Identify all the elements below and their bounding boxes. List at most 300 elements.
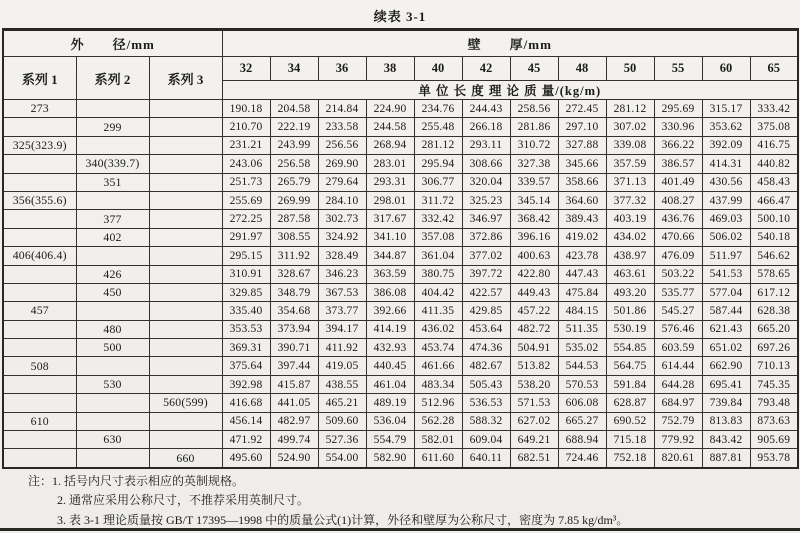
mass-value-cell: 576.46	[654, 320, 702, 338]
series-2-header: 系列 2	[76, 57, 149, 100]
table-row	[3, 320, 798, 338]
table-row	[3, 210, 798, 228]
series-2-cell	[76, 394, 149, 412]
mass-value-cell: 204.58	[270, 100, 318, 118]
mass-value-cell: 380.75	[414, 265, 462, 283]
mass-value-cell: 432.93	[366, 339, 414, 357]
mass-value-cell: 325.23	[462, 191, 510, 209]
mass-value-cell: 512.96	[414, 394, 462, 412]
mass-value-cell: 389.43	[558, 210, 606, 228]
mass-value-cell: 438.55	[318, 375, 366, 393]
mass-value-cell: 266.18	[462, 118, 510, 136]
mass-value-cell: 361.04	[414, 247, 462, 265]
table-row	[3, 136, 798, 154]
series-2-cell: 402	[76, 228, 149, 246]
mass-value-cell: 404.42	[414, 283, 462, 301]
mass-value-cell: 644.28	[654, 375, 702, 393]
mass-value-cell: 327.38	[510, 155, 558, 173]
series-3-cell	[149, 210, 222, 228]
mass-value-cell: 505.43	[462, 375, 510, 393]
mass-value-cell: 269.90	[318, 155, 366, 173]
mass-value-cell: 617.12	[750, 283, 798, 301]
thickness-col-header-55: 55	[654, 57, 702, 81]
thickness-col-header-38: 38	[366, 57, 414, 81]
mass-value-cell: 511.35	[558, 320, 606, 338]
mass-value-cell: 403.19	[606, 210, 654, 228]
mass-value-cell: 243.99	[270, 136, 318, 154]
mass-value-cell: 231.21	[222, 136, 270, 154]
mass-value-cell: 367.53	[318, 283, 366, 301]
mass-value-cell: 251.73	[222, 173, 270, 191]
mass-value-cell: 320.04	[462, 173, 510, 191]
series-1-cell	[3, 265, 76, 283]
table-row	[3, 228, 798, 246]
series-3-cell	[149, 173, 222, 191]
table-row	[3, 191, 798, 209]
thickness-col-header-42: 42	[462, 57, 510, 81]
mass-value-cell: 283.01	[366, 155, 414, 173]
series-1-cell	[3, 394, 76, 412]
series-3-cell	[149, 265, 222, 283]
mass-value-cell: 489.19	[366, 394, 414, 412]
mass-value-cell: 436.76	[654, 210, 702, 228]
mass-value-cell: 475.84	[558, 283, 606, 301]
thickness-col-header-65: 65	[750, 57, 798, 81]
mass-value-cell: 457.22	[510, 302, 558, 320]
mass-value-cell: 368.42	[510, 210, 558, 228]
series-1-cell	[3, 375, 76, 393]
mass-value-cell: 582.01	[414, 431, 462, 449]
mass-value-cell: 484.15	[558, 302, 606, 320]
mass-value-cell: 344.87	[366, 247, 414, 265]
mass-value-cell: 233.58	[318, 118, 366, 136]
mass-value-cell: 509.60	[318, 412, 366, 430]
series-2-cell	[76, 357, 149, 375]
series-2-cell	[76, 302, 149, 320]
mass-value-cell: 628.38	[750, 302, 798, 320]
mass-value-cell: 495.60	[222, 449, 270, 468]
mass-value-cell: 255.69	[222, 191, 270, 209]
mass-value-cell: 293.11	[462, 136, 510, 154]
mass-value-cell: 430.56	[702, 173, 750, 191]
mass-value-cell: 315.17	[702, 100, 750, 118]
mass-value-cell: 415.87	[270, 375, 318, 393]
mass-value-cell: 434.02	[606, 228, 654, 246]
mass-value-cell: 416.75	[750, 136, 798, 154]
mass-value-cell: 538.20	[510, 375, 558, 393]
outer-diameter-header: 外 径/mm	[3, 30, 222, 57]
series-1-cell: 610	[3, 412, 76, 430]
mass-value-cell: 308.66	[462, 155, 510, 173]
mass-value-cell: 346.97	[462, 210, 510, 228]
mass-value-cell: 465.21	[318, 394, 366, 412]
series-2-cell: 426	[76, 265, 149, 283]
mass-value-cell: 310.91	[222, 265, 270, 283]
mass-value-cell: 545.27	[654, 302, 702, 320]
mass-value-cell: 357.59	[606, 155, 654, 173]
mass-value-cell: 397.72	[462, 265, 510, 283]
series-2-cell: 480	[76, 320, 149, 338]
series-3-cell	[149, 339, 222, 357]
series-1-cell	[3, 173, 76, 191]
mass-value-cell: 422.57	[462, 283, 510, 301]
mass-value-cell: 324.92	[318, 228, 366, 246]
mass-value-cell: 256.58	[270, 155, 318, 173]
mass-value-cell: 440.82	[750, 155, 798, 173]
series-2-cell	[76, 247, 149, 265]
mass-value-cell: 419.02	[558, 228, 606, 246]
mass-value-cell: 371.13	[606, 173, 654, 191]
thickness-col-header-45: 45	[510, 57, 558, 81]
mass-value-cell: 591.84	[606, 375, 654, 393]
mass-value-cell: 422.80	[510, 265, 558, 283]
mass-value-cell: 369.31	[222, 339, 270, 357]
mass-value-cell: 306.77	[414, 173, 462, 191]
table-row	[3, 265, 798, 283]
mass-value-cell: 333.42	[750, 100, 798, 118]
table-row	[3, 247, 798, 265]
mass-value-cell: 377.02	[462, 247, 510, 265]
table-row	[3, 394, 798, 412]
mass-value-cell: 258.56	[510, 100, 558, 118]
mass-value-cell: 715.18	[606, 431, 654, 449]
mass-value-cell: 397.44	[270, 357, 318, 375]
mass-value-cell: 541.53	[702, 265, 750, 283]
series-1-cell	[3, 339, 76, 357]
mass-value-cell: 436.02	[414, 320, 462, 338]
mass-value-cell: 684.97	[654, 394, 702, 412]
header-row-groups	[3, 30, 798, 57]
mass-value-cell: 281.12	[414, 136, 462, 154]
mass-value-cell: 429.85	[462, 302, 510, 320]
mass-value-cell: 377.32	[606, 191, 654, 209]
table-body	[3, 100, 798, 468]
mass-value-cell: 603.59	[654, 339, 702, 357]
series-3-cell	[149, 118, 222, 136]
mass-value-cell: 438.97	[606, 247, 654, 265]
mass-value-cell: 456.14	[222, 412, 270, 430]
table-row	[3, 302, 798, 320]
mass-value-cell: 224.90	[366, 100, 414, 118]
mass-value-cell: 346.23	[318, 265, 366, 283]
mass-value-cell: 392.66	[366, 302, 414, 320]
mass-value-cell: 295.69	[654, 100, 702, 118]
mass-value-cell: 328.67	[270, 265, 318, 283]
table-row	[3, 449, 798, 468]
mass-value-cell: 779.92	[654, 431, 702, 449]
mass-value-cell: 752.18	[606, 449, 654, 468]
series-3-header: 系列 3	[149, 57, 222, 100]
mass-value-cell: 527.36	[318, 431, 366, 449]
series-1-cell	[3, 155, 76, 173]
mass-value-cell: 295.94	[414, 155, 462, 173]
mass-value-cell: 317.67	[366, 210, 414, 228]
mass-value-cell: 662.90	[702, 357, 750, 375]
mass-value-cell: 513.82	[510, 357, 558, 375]
mass-value-cell: 284.10	[318, 191, 366, 209]
table-row	[3, 339, 798, 357]
mass-value-cell: 536.53	[462, 394, 510, 412]
series-2-cell: 500	[76, 339, 149, 357]
series-1-cell: 273	[3, 100, 76, 118]
thickness-col-header-40: 40	[414, 57, 462, 81]
mass-value-cell: 341.10	[366, 228, 414, 246]
mass-value-cell: 339.08	[606, 136, 654, 154]
header-row-series-thickness	[3, 57, 798, 81]
series-1-cell: 356(355.6)	[3, 191, 76, 209]
series-1-cell	[3, 118, 76, 136]
mass-value-cell: 562.28	[414, 412, 462, 430]
mass-value-cell: 358.66	[558, 173, 606, 191]
mass-value-cell: 504.91	[510, 339, 558, 357]
mass-value-cell: 649.21	[510, 431, 558, 449]
thickness-col-header-36: 36	[318, 57, 366, 81]
mass-value-cell: 375.08	[750, 118, 798, 136]
mass-value-cell: 690.52	[606, 412, 654, 430]
mass-value-cell: 372.86	[462, 228, 510, 246]
mass-value-cell: 752.79	[654, 412, 702, 430]
mass-value-cell: 298.01	[366, 191, 414, 209]
mass-value-cell: 506.02	[702, 228, 750, 246]
series-2-cell	[76, 136, 149, 154]
mass-value-cell: 470.66	[654, 228, 702, 246]
series-1-cell	[3, 449, 76, 468]
series-1-cell	[3, 228, 76, 246]
mass-value-cell: 339.57	[510, 173, 558, 191]
mass-value-cell: 272.45	[558, 100, 606, 118]
series-1-cell: 508	[3, 357, 76, 375]
series-3-cell	[149, 228, 222, 246]
mass-value-cell: 279.64	[318, 173, 366, 191]
series-2-cell: 450	[76, 283, 149, 301]
series-2-cell	[76, 449, 149, 468]
mass-value-cell: 411.92	[318, 339, 366, 357]
mass-value-cell: 688.94	[558, 431, 606, 449]
mass-value-cell: 272.25	[222, 210, 270, 228]
mass-value-cell: 640.11	[462, 449, 510, 468]
mass-value-cell: 364.60	[558, 191, 606, 209]
mass-value-cell: 665.20	[750, 320, 798, 338]
series-2-cell: 340(339.7)	[76, 155, 149, 173]
mass-value-cell: 373.94	[270, 320, 318, 338]
mass-value-cell: 820.61	[654, 449, 702, 468]
mass-value-cell: 345.66	[558, 155, 606, 173]
mass-value-cell: 366.22	[654, 136, 702, 154]
footnote-line-2: 2. 通常应采用公称尺寸，不推荐采用英制尺寸。	[57, 493, 310, 508]
mass-value-cell: 449.43	[510, 283, 558, 301]
mass-value-cell: 651.02	[702, 339, 750, 357]
mass-value-cell: 348.79	[270, 283, 318, 301]
series-3-cell	[149, 431, 222, 449]
series-2-cell: 377	[76, 210, 149, 228]
mass-value-cell: 414.19	[366, 320, 414, 338]
thickness-col-header-50: 50	[606, 57, 654, 81]
mass-value-cell: 310.72	[510, 136, 558, 154]
unit-mass-label: 单 位 长 度 理 论 质 量/(kg/m)	[222, 81, 798, 100]
table-row	[3, 412, 798, 430]
mass-value-cell: 394.17	[318, 320, 366, 338]
mass-value-cell: 328.49	[318, 247, 366, 265]
mass-value-cell: 503.22	[654, 265, 702, 283]
mass-value-cell: 697.26	[750, 339, 798, 357]
mass-value-cell: 440.45	[366, 357, 414, 375]
mass-value-cell: 256.56	[318, 136, 366, 154]
mass-value-cell: 843.42	[702, 431, 750, 449]
mass-value-cell: 375.64	[222, 357, 270, 375]
mass-value-cell: 461.66	[414, 357, 462, 375]
mass-value-cell: 353.62	[702, 118, 750, 136]
mass-value-cell: 401.49	[654, 173, 702, 191]
mass-value-cell: 327.88	[558, 136, 606, 154]
mass-value-cell: 390.71	[270, 339, 318, 357]
mass-value-cell: 255.48	[414, 118, 462, 136]
thickness-col-header-34: 34	[270, 57, 318, 81]
series-3-cell: 660	[149, 449, 222, 468]
mass-value-cell: 609.04	[462, 431, 510, 449]
mass-value-cell: 524.90	[270, 449, 318, 468]
mass-value-cell: 293.31	[366, 173, 414, 191]
footnote-line-1: 注：1. 括号内尺寸表示相应的英制规格。	[28, 473, 245, 488]
series-1-cell	[3, 320, 76, 338]
series-2-cell	[76, 191, 149, 209]
mass-value-cell: 453.64	[462, 320, 510, 338]
mass-value-cell: 210.70	[222, 118, 270, 136]
mass-value-cell: 392.09	[702, 136, 750, 154]
mass-value-cell: 482.67	[462, 357, 510, 375]
mass-value-cell: 570.53	[558, 375, 606, 393]
mass-value-cell: 269.99	[270, 191, 318, 209]
table-row	[3, 118, 798, 136]
table-row	[3, 283, 798, 301]
mass-value-cell: 813.83	[702, 412, 750, 430]
series-2-cell: 630	[76, 431, 149, 449]
series-3-cell	[149, 100, 222, 118]
mass-value-cell: 329.85	[222, 283, 270, 301]
mass-value-cell: 578.65	[750, 265, 798, 283]
mass-value-cell: 499.74	[270, 431, 318, 449]
mass-value-cell: 474.36	[462, 339, 510, 357]
mass-value-cell: 571.53	[510, 394, 558, 412]
mass-value-cell: 493.20	[606, 283, 654, 301]
mass-value-cell: 243.06	[222, 155, 270, 173]
series-3-cell	[149, 283, 222, 301]
series-1-cell	[3, 431, 76, 449]
pipe-theoretical-mass-table	[2, 28, 799, 469]
mass-value-cell: 564.75	[606, 357, 654, 375]
mass-value-cell: 416.68	[222, 394, 270, 412]
series-3-cell	[149, 412, 222, 430]
mass-value-cell: 353.53	[222, 320, 270, 338]
series-1-header: 系列 1	[3, 57, 76, 100]
mass-value-cell: 482.97	[270, 412, 318, 430]
mass-value-cell: 265.79	[270, 173, 318, 191]
mass-value-cell: 297.10	[558, 118, 606, 136]
mass-value-cell: 373.77	[318, 302, 366, 320]
mass-value-cell: 307.02	[606, 118, 654, 136]
mass-value-cell: 363.59	[366, 265, 414, 283]
mass-value-cell: 244.43	[462, 100, 510, 118]
mass-value-cell: 190.18	[222, 100, 270, 118]
series-3-cell	[149, 155, 222, 173]
mass-value-cell: 222.19	[270, 118, 318, 136]
mass-value-cell: 577.04	[702, 283, 750, 301]
mass-value-cell: 302.73	[318, 210, 366, 228]
mass-value-cell: 458.43	[750, 173, 798, 191]
mass-value-cell: 544.53	[558, 357, 606, 375]
series-3-cell	[149, 136, 222, 154]
mass-value-cell: 611.60	[414, 449, 462, 468]
thickness-col-header-32: 32	[222, 57, 270, 81]
footnotes	[0, 472, 800, 531]
mass-value-cell: 606.08	[558, 394, 606, 412]
table-row	[3, 100, 798, 118]
mass-value-cell: 535.77	[654, 283, 702, 301]
mass-value-cell: 739.84	[702, 394, 750, 412]
mass-value-cell: 588.32	[462, 412, 510, 430]
thickness-col-header-48: 48	[558, 57, 606, 81]
series-2-cell	[76, 100, 149, 118]
mass-value-cell: 295.15	[222, 247, 270, 265]
series-2-cell: 299	[76, 118, 149, 136]
series-1-cell	[3, 210, 76, 228]
mass-value-cell: 873.63	[750, 412, 798, 430]
mass-value-cell: 546.62	[750, 247, 798, 265]
mass-value-cell: 695.41	[702, 375, 750, 393]
series-2-cell: 530	[76, 375, 149, 393]
mass-value-cell: 281.86	[510, 118, 558, 136]
mass-value-cell: 540.18	[750, 228, 798, 246]
series-2-cell	[76, 412, 149, 430]
series-1-cell	[3, 283, 76, 301]
mass-value-cell: 330.96	[654, 118, 702, 136]
mass-value-cell: 419.05	[318, 357, 366, 375]
mass-value-cell: 724.46	[558, 449, 606, 468]
series-1-cell: 457	[3, 302, 76, 320]
mass-value-cell: 441.05	[270, 394, 318, 412]
mass-value-cell: 535.02	[558, 339, 606, 357]
mass-value-cell: 905.69	[750, 431, 798, 449]
mass-value-cell: 354.68	[270, 302, 318, 320]
table-row	[3, 173, 798, 191]
series-3-cell	[149, 320, 222, 338]
mass-value-cell: 357.08	[414, 228, 462, 246]
mass-value-cell: 501.86	[606, 302, 654, 320]
mass-value-cell: 411.35	[414, 302, 462, 320]
series-3-cell	[149, 375, 222, 393]
table-row	[3, 431, 798, 449]
mass-value-cell: 408.27	[654, 191, 702, 209]
mass-value-cell: 447.43	[558, 265, 606, 283]
mass-value-cell: 345.14	[510, 191, 558, 209]
mass-value-cell: 530.19	[606, 320, 654, 338]
mass-value-cell: 628.87	[606, 394, 654, 412]
mass-value-cell: 400.63	[510, 247, 558, 265]
series-1-cell: 325(323.9)	[3, 136, 76, 154]
mass-value-cell: 554.85	[606, 339, 654, 357]
mass-value-cell: 627.02	[510, 412, 558, 430]
mass-value-cell: 471.92	[222, 431, 270, 449]
footnote-line-3: 3. 表 3-1 理论质量按 GB/T 17395—1998 中的质量公式(1)计算，外径和壁厚为公称尺寸，密度为 7.85 kg/dm³。	[57, 512, 629, 527]
series-3-cell: 560(599)	[149, 394, 222, 412]
mass-value-cell: 587.44	[702, 302, 750, 320]
series-3-cell	[149, 302, 222, 320]
mass-value-cell: 953.78	[750, 449, 798, 468]
mass-value-cell: 554.79	[366, 431, 414, 449]
mass-value-cell: 244.58	[366, 118, 414, 136]
mass-value-cell: 453.74	[414, 339, 462, 357]
mass-value-cell: 476.09	[654, 247, 702, 265]
mass-value-cell: 214.84	[318, 100, 366, 118]
